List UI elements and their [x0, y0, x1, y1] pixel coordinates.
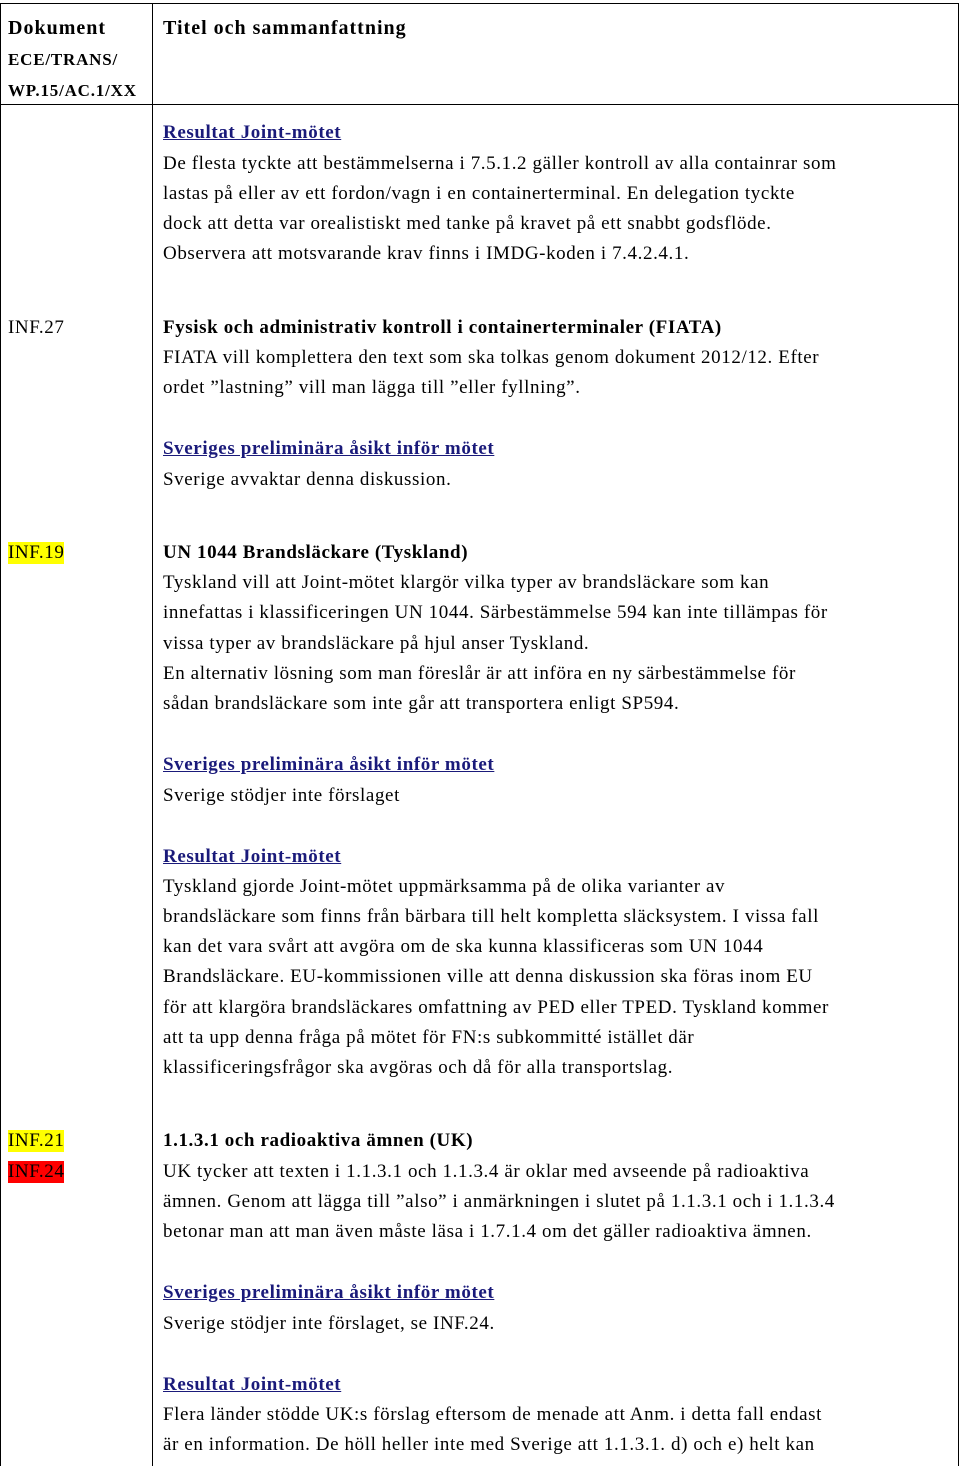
swedish-view-heading: Sveriges preliminära åsikt inför mötet	[163, 1282, 495, 1303]
item-heading: 1.1.3.1 och radioaktiva ämnen (UK)	[163, 1130, 474, 1151]
reference-label-highlighted-red: INF.24	[8, 1161, 65, 1182]
table-border-top	[0, 3, 959, 4]
text-line: En alternativ lösning som man föreslår är att införa en ny särbestämmelse för	[163, 663, 796, 684]
text-line: för att klargöra brandsläckares omfattning av PED eller TPED. Tyskland kommer	[163, 997, 829, 1018]
text-line: lastas på eller av ett fordon/vagn i en containerterminal. En delegation tyckte	[163, 183, 795, 204]
reference-label: INF.27	[8, 317, 65, 338]
doc-number-line1: ECE/TRANS/	[8, 50, 119, 69]
swedish-view-heading: Sveriges preliminära åsikt inför mötet	[163, 754, 495, 775]
text-line: Tyskland vill att Joint-mötet klargör vilka typer av brandsläckare som kan	[163, 572, 770, 593]
text-line: dock att detta var orealistiskt med tanke på kravet på ett snabbt godsflöde.	[163, 213, 772, 234]
text-line: klassificeringsfrågor ska avgöras och då för alla transportslag.	[163, 1057, 674, 1078]
table-column-divider	[152, 3, 153, 1466]
text-line: innefattas i klassificeringen UN 1044. Särbestämmelse 594 kan inte tillämpas för	[163, 602, 828, 623]
text-line: FIATA vill komplettera den text som ska tolkas genom dokument 2012/12. Efter	[163, 347, 820, 368]
text-line: ordet ”lastning” vill man lägga till ”eller fyllning”.	[163, 377, 581, 398]
header-row-divider	[0, 104, 959, 105]
text-line: De flesta tyckte att bestämmelserna i 7.5.1.2 gäller kontroll av alla containrar som	[163, 153, 837, 174]
result-heading: Resultat Joint-mötet	[163, 846, 342, 867]
doc-label: Dokument	[8, 17, 107, 39]
text-line: Tyskland gjorde Joint-mötet uppmärksamma på de olika varianter av	[163, 876, 726, 897]
item-heading: Fysisk och administrativ kontroll i containerterminaler (FIATA)	[163, 317, 722, 338]
text-line: att ta upp denna fråga på mötet för FN:s subkommitté istället där	[163, 1027, 695, 1048]
text-line: brandsläckare som finns från bärbara till helt kompletta släcksystem. I vissa fall	[163, 906, 819, 927]
text-line: Sverige stödjer inte förslaget, se INF.24.	[163, 1313, 495, 1334]
text-line: UK tycker att texten i 1.1.3.1 och 1.1.3.4 är oklar med avseende på radioaktiva	[163, 1161, 810, 1182]
item-heading: UN 1044 Brandsläckare (Tyskland)	[163, 542, 469, 563]
text-line: ämnen. Genom att lägga till ”also” i anmärkningen i slutet på 1.1.3.1 och i 1.1.3.4	[163, 1191, 835, 1212]
result-heading: Resultat Joint-mötet	[163, 1374, 342, 1395]
reference-label-highlighted: INF.19	[8, 542, 65, 563]
column-title: Titel och sammanfattning	[163, 17, 407, 39]
text-line: Sverige stödjer inte förslaget	[163, 785, 400, 806]
text-line: vissa typer av brandsläckare på hjul anser Tyskland.	[163, 633, 590, 654]
table-border-right	[958, 3, 959, 1466]
text-line: betonar man att man även måste läsa i 1.7.1.4 om det gäller radioaktiva ämnen.	[163, 1221, 812, 1242]
doc-number-line2: WP.15/AC.1/XX	[8, 81, 137, 100]
reference-label-highlighted: INF.21	[8, 1130, 65, 1151]
table-border-left	[0, 3, 1, 1466]
text-line: Sverige avvaktar denna diskussion.	[163, 469, 452, 490]
text-line: är en information. De höll heller inte med Sverige att 1.1.3.1. d) och e) helt kan	[163, 1434, 815, 1455]
text-line: sådan brandsläckare som inte går att transportera enligt SP594.	[163, 693, 680, 714]
result-heading: Resultat Joint-mötet	[163, 122, 342, 143]
text-line: Observera att motsvarande krav finns i IMDG-koden i 7.4.2.4.1.	[163, 243, 690, 264]
text-line: Brandsläckare. EU-kommissionen ville att denna diskussion ska föras inom EU	[163, 966, 813, 987]
text-line: Flera länder stödde UK:s förslag eftersom de menade att Anm. i detta fall endast	[163, 1404, 822, 1425]
text-line: kan det vara svårt att avgöra om de ska kunna klassificeras som UN 1044	[163, 936, 764, 957]
swedish-view-heading: Sveriges preliminära åsikt inför mötet	[163, 438, 495, 459]
